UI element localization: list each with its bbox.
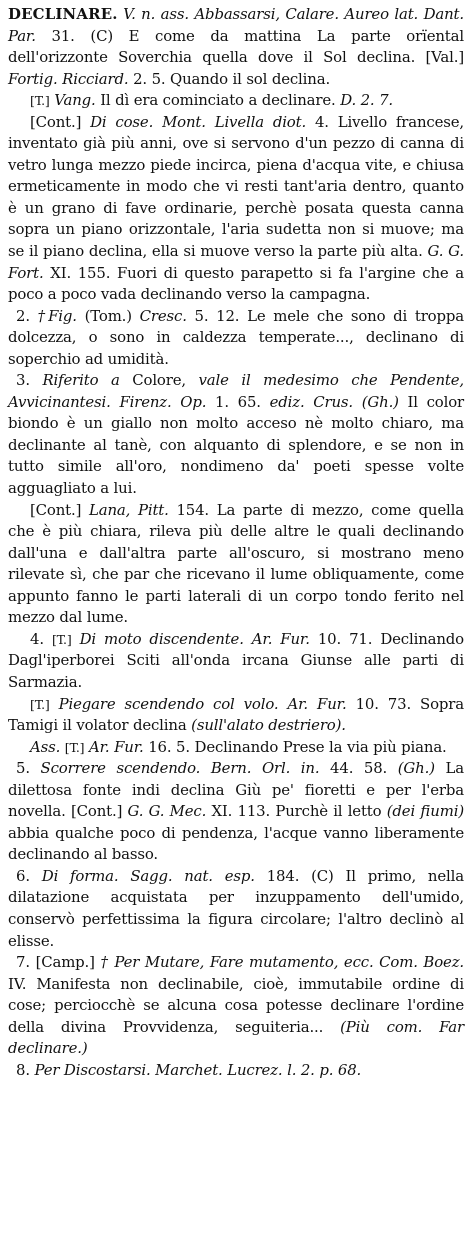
- citation-source: G. G. Fort.: [8, 242, 464, 282]
- tag: (Gh.): [361, 392, 399, 411]
- sense: Di cose.: [90, 112, 154, 131]
- sense: vale il medesimo che Pendente, Avvicinantesi. Firenz. Op.: [8, 371, 464, 411]
- citation-text: 154. La parte di mezzo, come quella che è più chiara, rileva più delle altre le quali declinando dall'una e dall'altra parte all'oscuro, si mostrano meno rilevate sì, che par che ricevano il lume obliquamente, come appunto fanno le parti laterali di un corpo tondo ferito nel mezzo dal lume.: [8, 500, 464, 627]
- citation-text: 2. 5. Quando il sol declina.: [133, 69, 331, 88]
- headword: DECLINARE.: [8, 5, 118, 23]
- entry-paragraph: [8, 370, 464, 499]
- sense: Riferito a: [42, 371, 120, 390]
- sense-number: 4.: [30, 629, 44, 648]
- entry-paragraph: [8, 306, 464, 371]
- entry-paragraph: [8, 629, 464, 694]
- citation-source: Fortig. Ricciard.: [8, 69, 129, 88]
- citation-text: abbia qualche poco di pendenza, l'acque vanno liberamente declinando al basso.: [8, 823, 464, 864]
- tag: [T.]: [30, 93, 50, 109]
- sense: †Fig.: [37, 306, 77, 325]
- sense: † Per Mutare, Fare mutamento, ecc. Com. Boez.: [100, 953, 464, 972]
- citation-ref: l. 2. p. 68.: [287, 1060, 362, 1079]
- citation-source: Lana, Pitt.: [89, 500, 169, 519]
- citation-text: 5. 12. Le mele che sono di troppa dolcezza, o sono in caldezza temperate..., declinano di soperchio ad umidità.: [8, 306, 464, 368]
- gloss: (dei fiumi): [386, 802, 464, 821]
- citation-ref: 44. 58.: [330, 759, 388, 778]
- entry-intro: [8, 4, 464, 90]
- sense: Di moto discendente. Ar. Fur.: [79, 629, 310, 648]
- entry-paragraph: [8, 694, 464, 737]
- sense: Ass.: [30, 737, 61, 756]
- sense-word: Colore,: [132, 371, 186, 390]
- citation-text: 31. (C) E come da mattina La parte orïental dell'orizzonte Soverchia quella dove il Sol declina. [Val.]: [8, 26, 464, 67]
- citation-source: G. G. Mec.: [127, 802, 207, 821]
- citation-source: Cresc.: [139, 306, 187, 325]
- citation-source: Ar. Fur.: [89, 737, 144, 756]
- citation-text: XI. 155. Fuori di questo parapetto si fa l'argine che a poco a poco vada declinando verso la campagna.: [8, 263, 464, 304]
- entry-paragraph: [8, 1060, 464, 1082]
- citation-source: Mont. Livella diot.: [162, 112, 307, 131]
- sense-number: 8.: [16, 1060, 30, 1079]
- note: (Più com. Far declinare.): [8, 1017, 464, 1058]
- citation-text: Il dì era cominciato a declinare.: [100, 91, 336, 110]
- gloss: (sull'alato destriero).: [191, 716, 346, 735]
- sense-number: 6.: [16, 866, 30, 885]
- tag: [Cont.]: [30, 112, 82, 131]
- sense-number: 3.: [16, 371, 30, 390]
- entry-paragraph: [8, 952, 464, 1060]
- definition: Abbassarsi, Calare.: [194, 5, 339, 23]
- entry-paragraph: [8, 866, 464, 952]
- tag: [Camp.]: [35, 953, 95, 972]
- tag: (Tom.): [84, 306, 132, 325]
- citation-source: Aureo lat. Dant. Par.: [8, 5, 464, 45]
- tag: [Cont.]: [30, 500, 82, 519]
- sense-number: 7.: [16, 953, 30, 972]
- tag: [T.]: [64, 739, 85, 755]
- entry-paragraph: [8, 112, 464, 306]
- sense: Di forma. Sagg. nat. esp.: [41, 866, 255, 885]
- citation-ref: D. 2. 7.: [340, 91, 394, 110]
- entry-paragraph: [8, 737, 464, 759]
- tag: [T.]: [51, 631, 72, 647]
- grammar-label: V. n. ass.: [123, 5, 189, 23]
- citation-text: IV. Manifesta non declinabile, cioè, immutabile ordine di cose; perciocchè se alcuna cosa potesse declinare l'ordine della divina Provvidenza, seguiteria...: [8, 974, 464, 1036]
- citation-text: Il color biondo è un giallo non molto acceso nè molto chiaro, ma declinante al tanè, con alquanto di splendore, e se non in tutto simile all'oro, nondimeno da' poeti spesse volte agguagliato a lui.: [8, 392, 464, 498]
- sense: Per Discostarsi. Marchet. Lucrez.: [34, 1060, 283, 1079]
- sense-number: 5.: [16, 759, 30, 778]
- entry-paragraph: [8, 758, 464, 866]
- tag: [T.]: [30, 696, 50, 712]
- citation-source: Vang.: [54, 91, 96, 110]
- citation-text: 16. 5. Declinando Prese la via più piana.: [148, 737, 447, 756]
- sense-number: 2.: [16, 306, 30, 325]
- tag: (Gh.): [397, 759, 435, 778]
- citation-source: ediz. Crus.: [269, 392, 353, 411]
- sense: Scorrere scendendo. Bern. Orl. in.: [40, 759, 320, 778]
- citation-text: 4. Livello francese, inventato già più anni, ove si servono d'un pezzo di canna di vetro lunga mezzo piede incirca, piena d'acqua vite, e chiusa ermeticamente in modo che vi resti tant'aria dentro, quanto è un grano di fave ordinarie, perchè posata questa canna sopra un piano orizzontale, l'aria sudetta non si muove; ma se il piano declina, ella si muove verso la parte più alta.: [8, 112, 465, 261]
- citation-text: 10. 73. Sopra Tamigi il volator declina: [8, 694, 464, 735]
- citation-text: 184. (C) Il primo, nella dilatazione acquistata per inzuppamento dell'umido, conservò perfettissima la figura circolare; l'altro declinò al elisse.: [8, 866, 464, 950]
- citation-text: La dilettosa fonte indi declina Giù pe' fioretti e per l'erba novella. [Cont.]: [8, 759, 464, 821]
- entry-paragraph: [8, 500, 464, 629]
- citation-text: XI. 113. Purchè il letto: [211, 802, 382, 821]
- entry-paragraph: [8, 90, 464, 112]
- citation-text: 10. 71. Declinando Dagl'iperborei Sciti all'onda ircana Giunse alle parti di Sarmazia.: [8, 629, 464, 691]
- citation-text: 1. 65.: [215, 392, 261, 411]
- sense: Piegare scendendo col volo. Ar. Fur.: [58, 694, 347, 713]
